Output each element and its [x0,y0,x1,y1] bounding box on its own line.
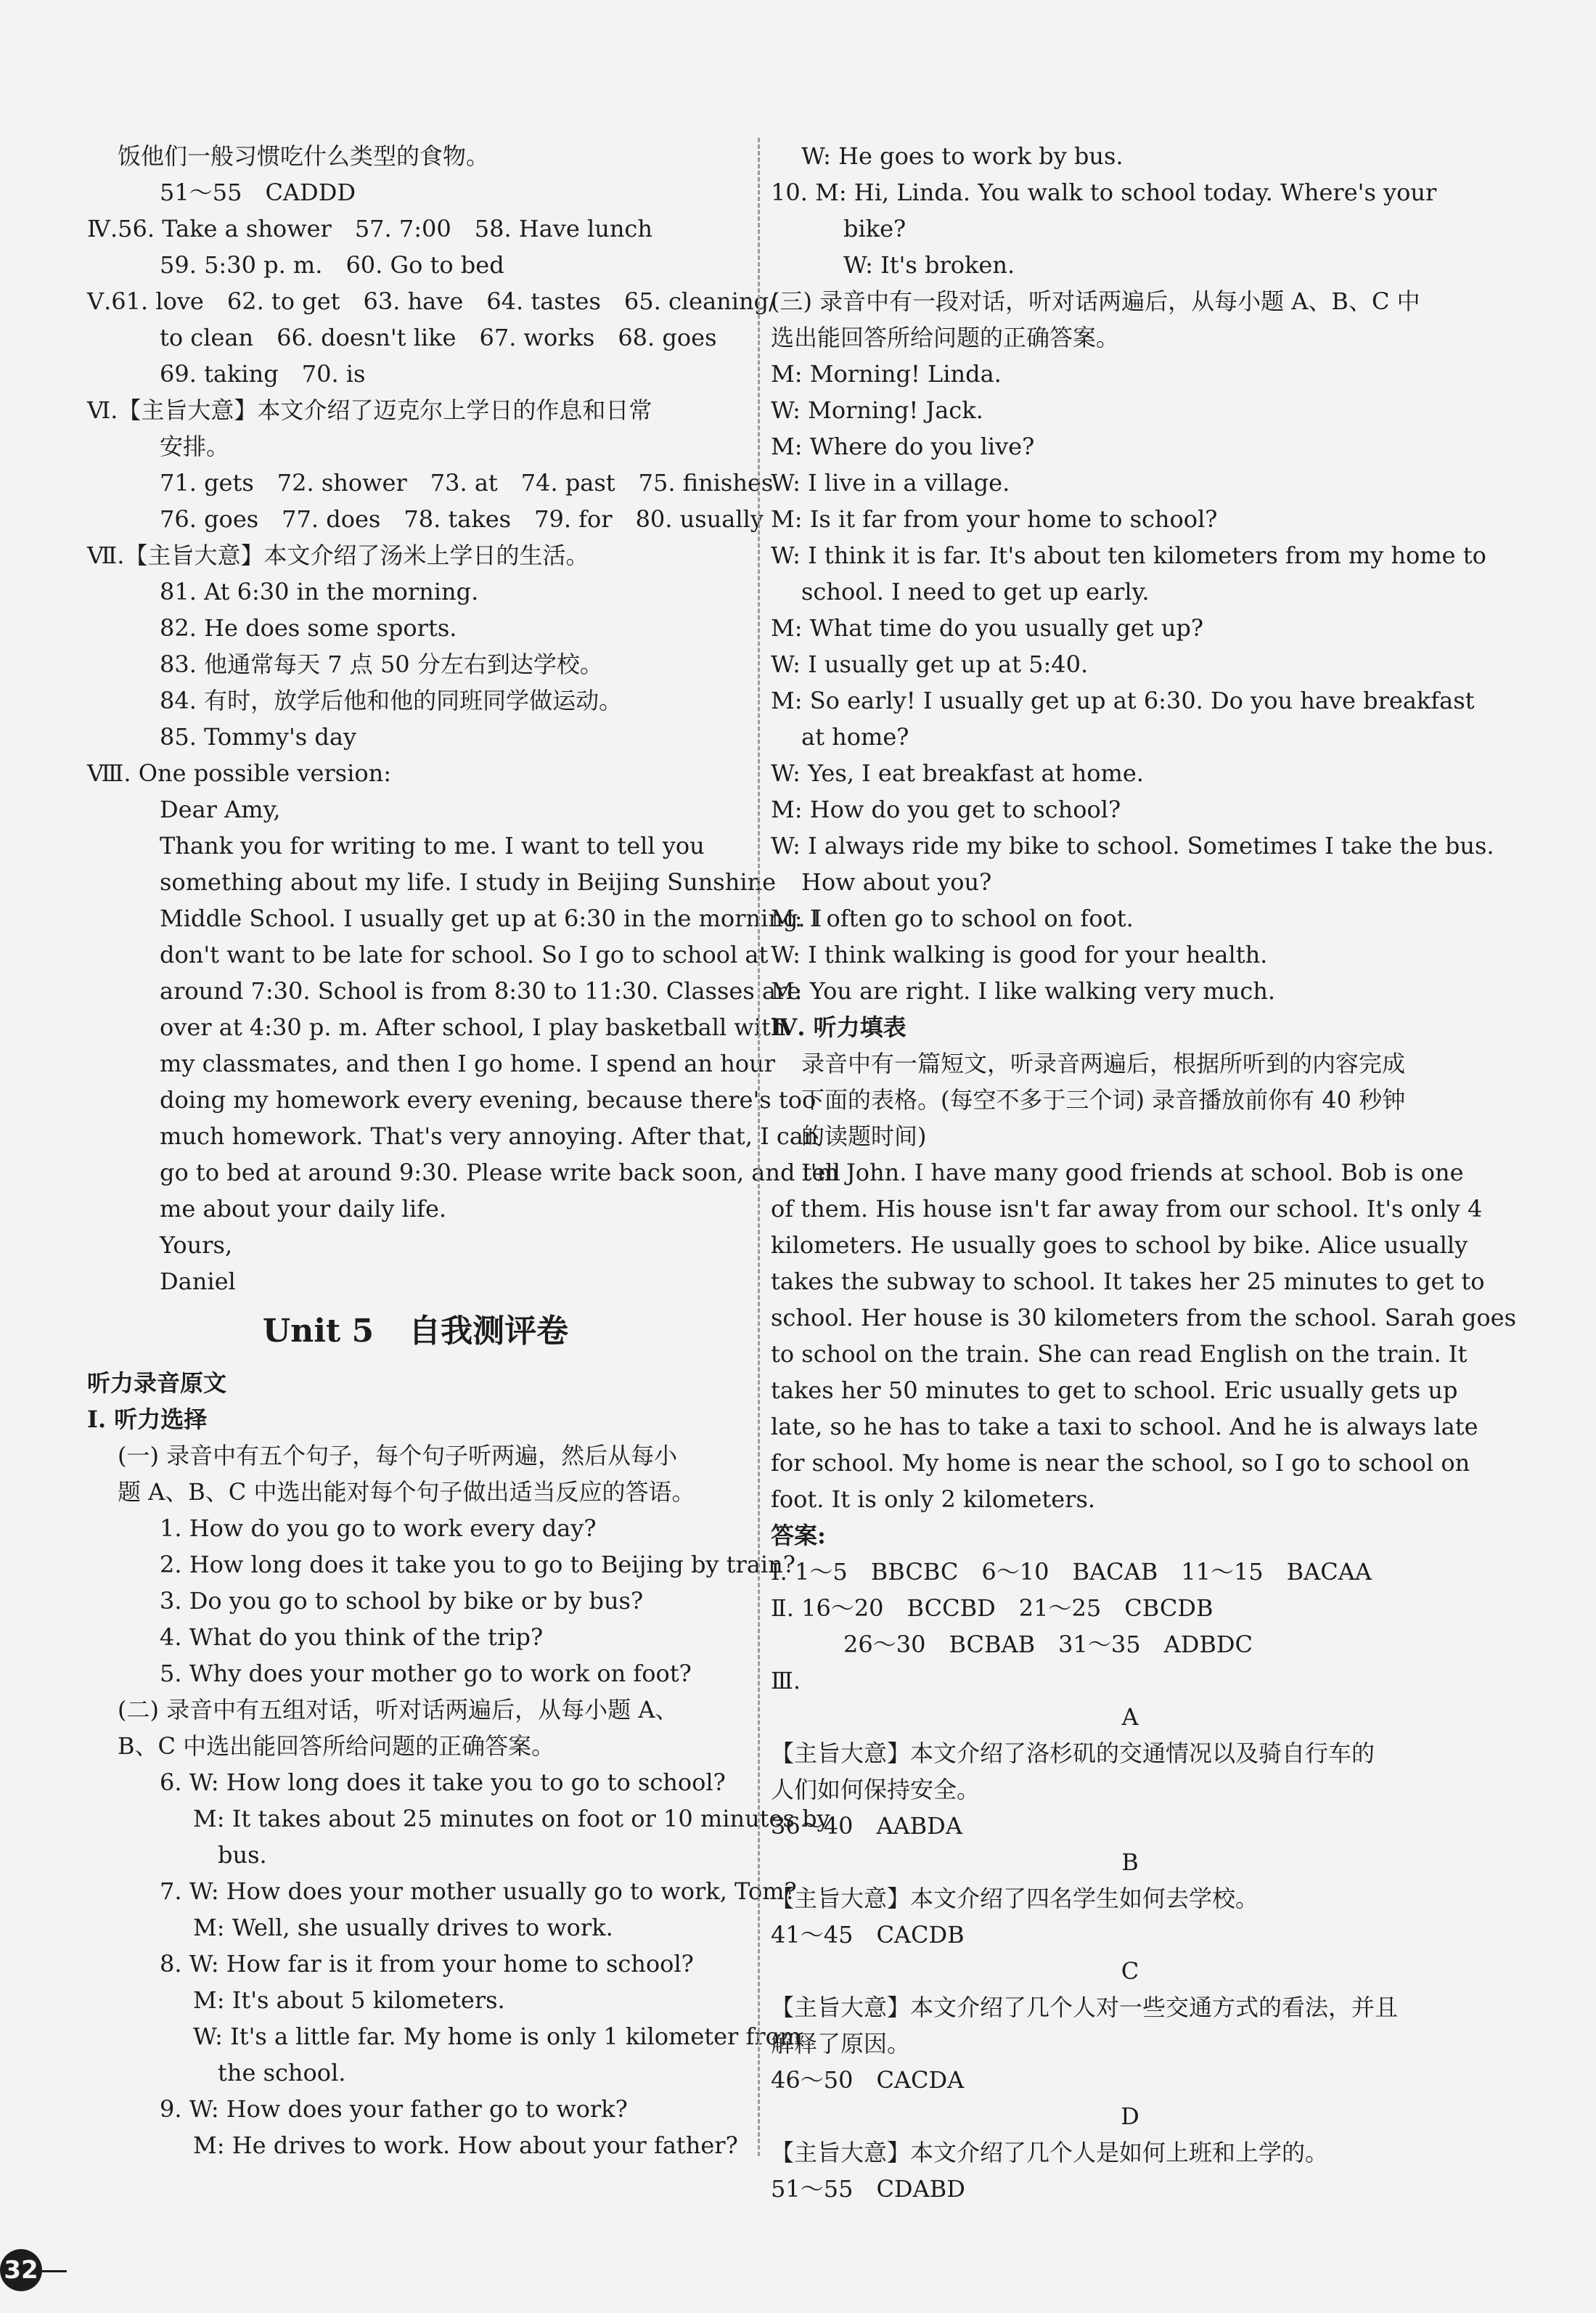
text-line: school. I need to get up early. [801,578,1150,605]
text-line: 7. W: How does your mother usually go to work, Tom? [160,1877,797,1905]
text-line: Daniel [160,1268,236,1295]
text-line: 2. How long does it take you to go to Beijing by train? [160,1551,795,1578]
text-line: 3. Do you go to school by bike or by bus? [160,1587,644,1615]
text-line: 83. 他通常每天 7 点 50 分左右到达学校。 [160,650,603,678]
text-line: W: It's a little far. My home is only 1 kilometer from [193,2023,802,2050]
text-line: M: So early! I usually get up at 6:30. Do you have breakfast [771,687,1475,714]
text-line: M: Morning! Linda. [771,360,1002,388]
text-line: foot. It is only 2 kilometers. [771,1485,1096,1513]
text-line: 答案: [771,1522,826,1549]
text-line: W: I think walking is good for your health. [771,941,1268,968]
unit-title-unit: Unit 5 [262,1313,375,1350]
text-line: of them. His house isn't far away from our school. It's only 4 [771,1195,1483,1223]
text-line: (二) 录音中有五组对话，听对话两遍后，从每小题 A、 [118,1696,679,1723]
text-line: Thank you for writing to me. I want to tell you [160,832,705,860]
text-line: Ⅶ.【主旨大意】本文介绍了汤米上学日的生活。 [87,542,589,569]
text-line: (一) 录音中有五个句子，每个句子听两遍，然后从每小 [118,1442,678,1469]
text-line: to school on the train. She can read English on the train. It [771,1340,1468,1368]
text-line: around 7:30. School is from 8:30 to 11:30. Classes are [160,977,801,1005]
text-line: 解释了原因。 [771,2030,911,2057]
text-line: 81. At 6:30 in the morning. [160,578,479,605]
text-line: Ⅳ. 听力填表 [771,1013,907,1041]
column-divider [758,138,760,2156]
text-line: 1. How do you go to work every day? [160,1514,597,1542]
text-line: bus. [218,1841,267,1869]
text-line: late, so he has to take a taxi to school. And he is always late [771,1413,1478,1440]
text-line: at home? [801,723,909,751]
text-line: M: It takes about 25 minutes on foot or 10 minutes by [193,1805,830,1832]
right-column [771,138,1517,2207]
text-line: Ⅰ. 1～5 BBCBC 6～10 BACAB 11～15 BACAA [771,1558,1372,1586]
text-line: 71. gets 72. shower 73. at 74. past 75. finishes [160,469,774,497]
text-line: Ⅱ. 16～20 BCCBD 21～25 CBCDB [771,1594,1214,1622]
text-line: 46～50 CACDA [771,2066,965,2094]
text-line: Ⅵ.【主旨大意】本文介绍了迈克尔上学日的作息和日常 [87,396,652,424]
text-line: 【主旨大意】本文介绍了几个人是如何上班和上学的。 [771,2139,1329,2166]
text-line: 【主旨大意】本文介绍了几个人对一些交通方式的看法，并且 [771,1994,1399,2021]
text-line: 26～30 BCBAB 31～35 ADBDC [843,1631,1253,1658]
text-line: go to bed at around 9:30. Please write back soon, and tell [160,1159,840,1186]
text-line: M: Is it far from your home to school? [771,505,1218,533]
text-line: Ⅲ. [771,1667,801,1694]
text-line: M: It's about 5 kilometers. [193,1986,505,2014]
text-line: 8. W: How far is it from your home to school? [160,1950,694,1978]
text-line: much homework. That's very annoying. After that, I can [160,1122,819,1150]
text-line: the school. [218,2059,346,2086]
text-line: don't want to be late for school. So I go to school at [160,941,769,968]
text-line: A [1121,1703,1139,1731]
text-line: W: Yes, I eat breakfast at home. [771,759,1144,787]
text-line: 饭他们一般习惯吃什么类型的食物。 [118,142,490,170]
text-line: M: I often go to school on foot. [771,905,1134,932]
text-line: 题 A、B、C 中选出能对每个句子做出适当反应的答语。 [118,1478,695,1506]
text-line: M: He drives to work. How about your father? [193,2132,738,2159]
unit-title [87,1302,744,1361]
page-number-rule [42,2270,67,2272]
text-line: takes the subway to school. It takes her 25 minutes to get to [771,1268,1485,1295]
text-line: W: I usually get up at 5:40. [771,650,1089,678]
text-line: 4. What do you think of the trip? [160,1623,544,1651]
text-line: 51～55 CDABD [771,2175,965,2203]
text-line: doing my homework every evening, because there's too [160,1086,817,1114]
text-line: M: Where do you live? [771,433,1035,460]
text-line: 59. 5:30 p. m. 60. Go to bed [160,251,504,279]
text-line: kilometers. He usually goes to school by bike. Alice usually [771,1231,1468,1259]
text-line: 【主旨大意】本文介绍了洛杉矶的交通情况以及骑自行车的 [771,1739,1375,1767]
text-line: Ⅰ. 听力选择 [87,1406,208,1433]
text-line: 84. 有时，放学后他和他的同班同学做运动。 [160,687,623,714]
text-line: 51～55 CADDD [160,179,356,206]
text-line: 41～45 CACDB [771,1921,965,1949]
text-line: 69. taking 70. is [160,360,366,388]
text-line: for school. My home is near the school, so I go to school on [771,1449,1470,1477]
text-line: B [1121,1848,1139,1876]
text-line: D [1121,2102,1139,2130]
text-line: my classmates, and then I go home. I spend an hour [160,1050,775,1077]
text-line: M: How do you get to school? [771,796,1121,823]
text-line: to clean 66. doesn't like 67. works 68. goes [160,324,717,351]
text-line: Dear Amy, [160,796,281,823]
text-line: 选出能回答所给问题的正确答案。 [771,324,1120,351]
text-line: 安排。 [160,433,230,460]
text-line: something about my life. I study in Beijing Sunshine [160,868,777,896]
text-line: 人们如何保持安全。 [771,1776,981,1803]
text-line: Ⅷ. One possible version: [87,759,391,787]
text-line: 录音中有一篇短文，听录音两遍后，根据所听到的内容完成 [801,1050,1406,1077]
text-line: 5. Why does your mother go to work on foot? [160,1660,692,1687]
text-line: takes her 50 minutes to get to school. Eric usually gets up [771,1376,1458,1404]
text-line: (三) 录音中有一段对话，听对话两遍后，从每小题 A、B、C 中 [771,287,1420,315]
text-line: bike? [843,215,907,242]
text-line: 82. He does some sports. [160,614,457,642]
text-line: B、C 中选出能回答所给问题的正确答案。 [118,1732,555,1760]
text-line: W: Morning! Jack. [771,396,983,424]
text-line: C [1121,1957,1139,1985]
text-line: 10. M: Hi, Linda. You walk to school today. Where's your [771,179,1437,206]
text-line: M: You are right. I like walking very much. [771,977,1276,1005]
text-line: W: I always ride my bike to school. Sometimes I take the bus. [771,832,1494,860]
text-line: Middle School. I usually get up at 6:30 in the morning. I [160,905,822,932]
page-number: 32 [0,2249,42,2291]
text-line: M: Well, she usually drives to work. [193,1914,613,1941]
text-line: Yours, [160,1231,233,1259]
text-line: 6. W: How long does it take you to go to school? [160,1769,726,1796]
text-line: school. Her house is 30 kilometers from the school. Sarah goes [771,1304,1517,1331]
text-line: me about your daily life. [160,1195,447,1223]
text-line: W: I think it is far. It's about ten kilometers from my home to [771,542,1486,569]
text-line: I'm John. I have many good friends at school. Bob is one [801,1159,1464,1186]
text-line: W: I live in a village. [771,469,1010,497]
text-line: Ⅴ.61. love 62. to get 63. have 64. tastes 65. cleaning/ [87,287,777,315]
text-line: M: What time do you usually get up? [771,614,1204,642]
text-line: 【主旨大意】本文介绍了四名学生如何去学校。 [771,1885,1259,1912]
text-line: 36～40 AABDA [771,1812,962,1840]
text-line: How about you? [801,868,992,896]
unit-title-name: 自我测评卷 [409,1313,569,1350]
text-line: 的读题时间) [801,1122,927,1150]
text-line: W: It's broken. [843,251,1015,279]
text-line: 下面的表格。(每空不多于三个词) 录音播放前你有 40 秒钟 [801,1086,1406,1114]
text-line: 听力录音原文 [87,1369,227,1397]
text-line: Ⅳ.56. Take a shower 57. 7:00 58. Have lunch [87,215,652,242]
text-line: W: He goes to work by bus. [801,142,1124,170]
text-line: 76. goes 77. does 78. takes 79. for 80. usually [160,505,764,533]
text-line: 85. Tommy's day [160,723,356,751]
text-line: 9. W: How does your father go to work? [160,2095,628,2123]
text-line: over at 4:30 p. m. After school, I play basketball with [160,1013,786,1041]
